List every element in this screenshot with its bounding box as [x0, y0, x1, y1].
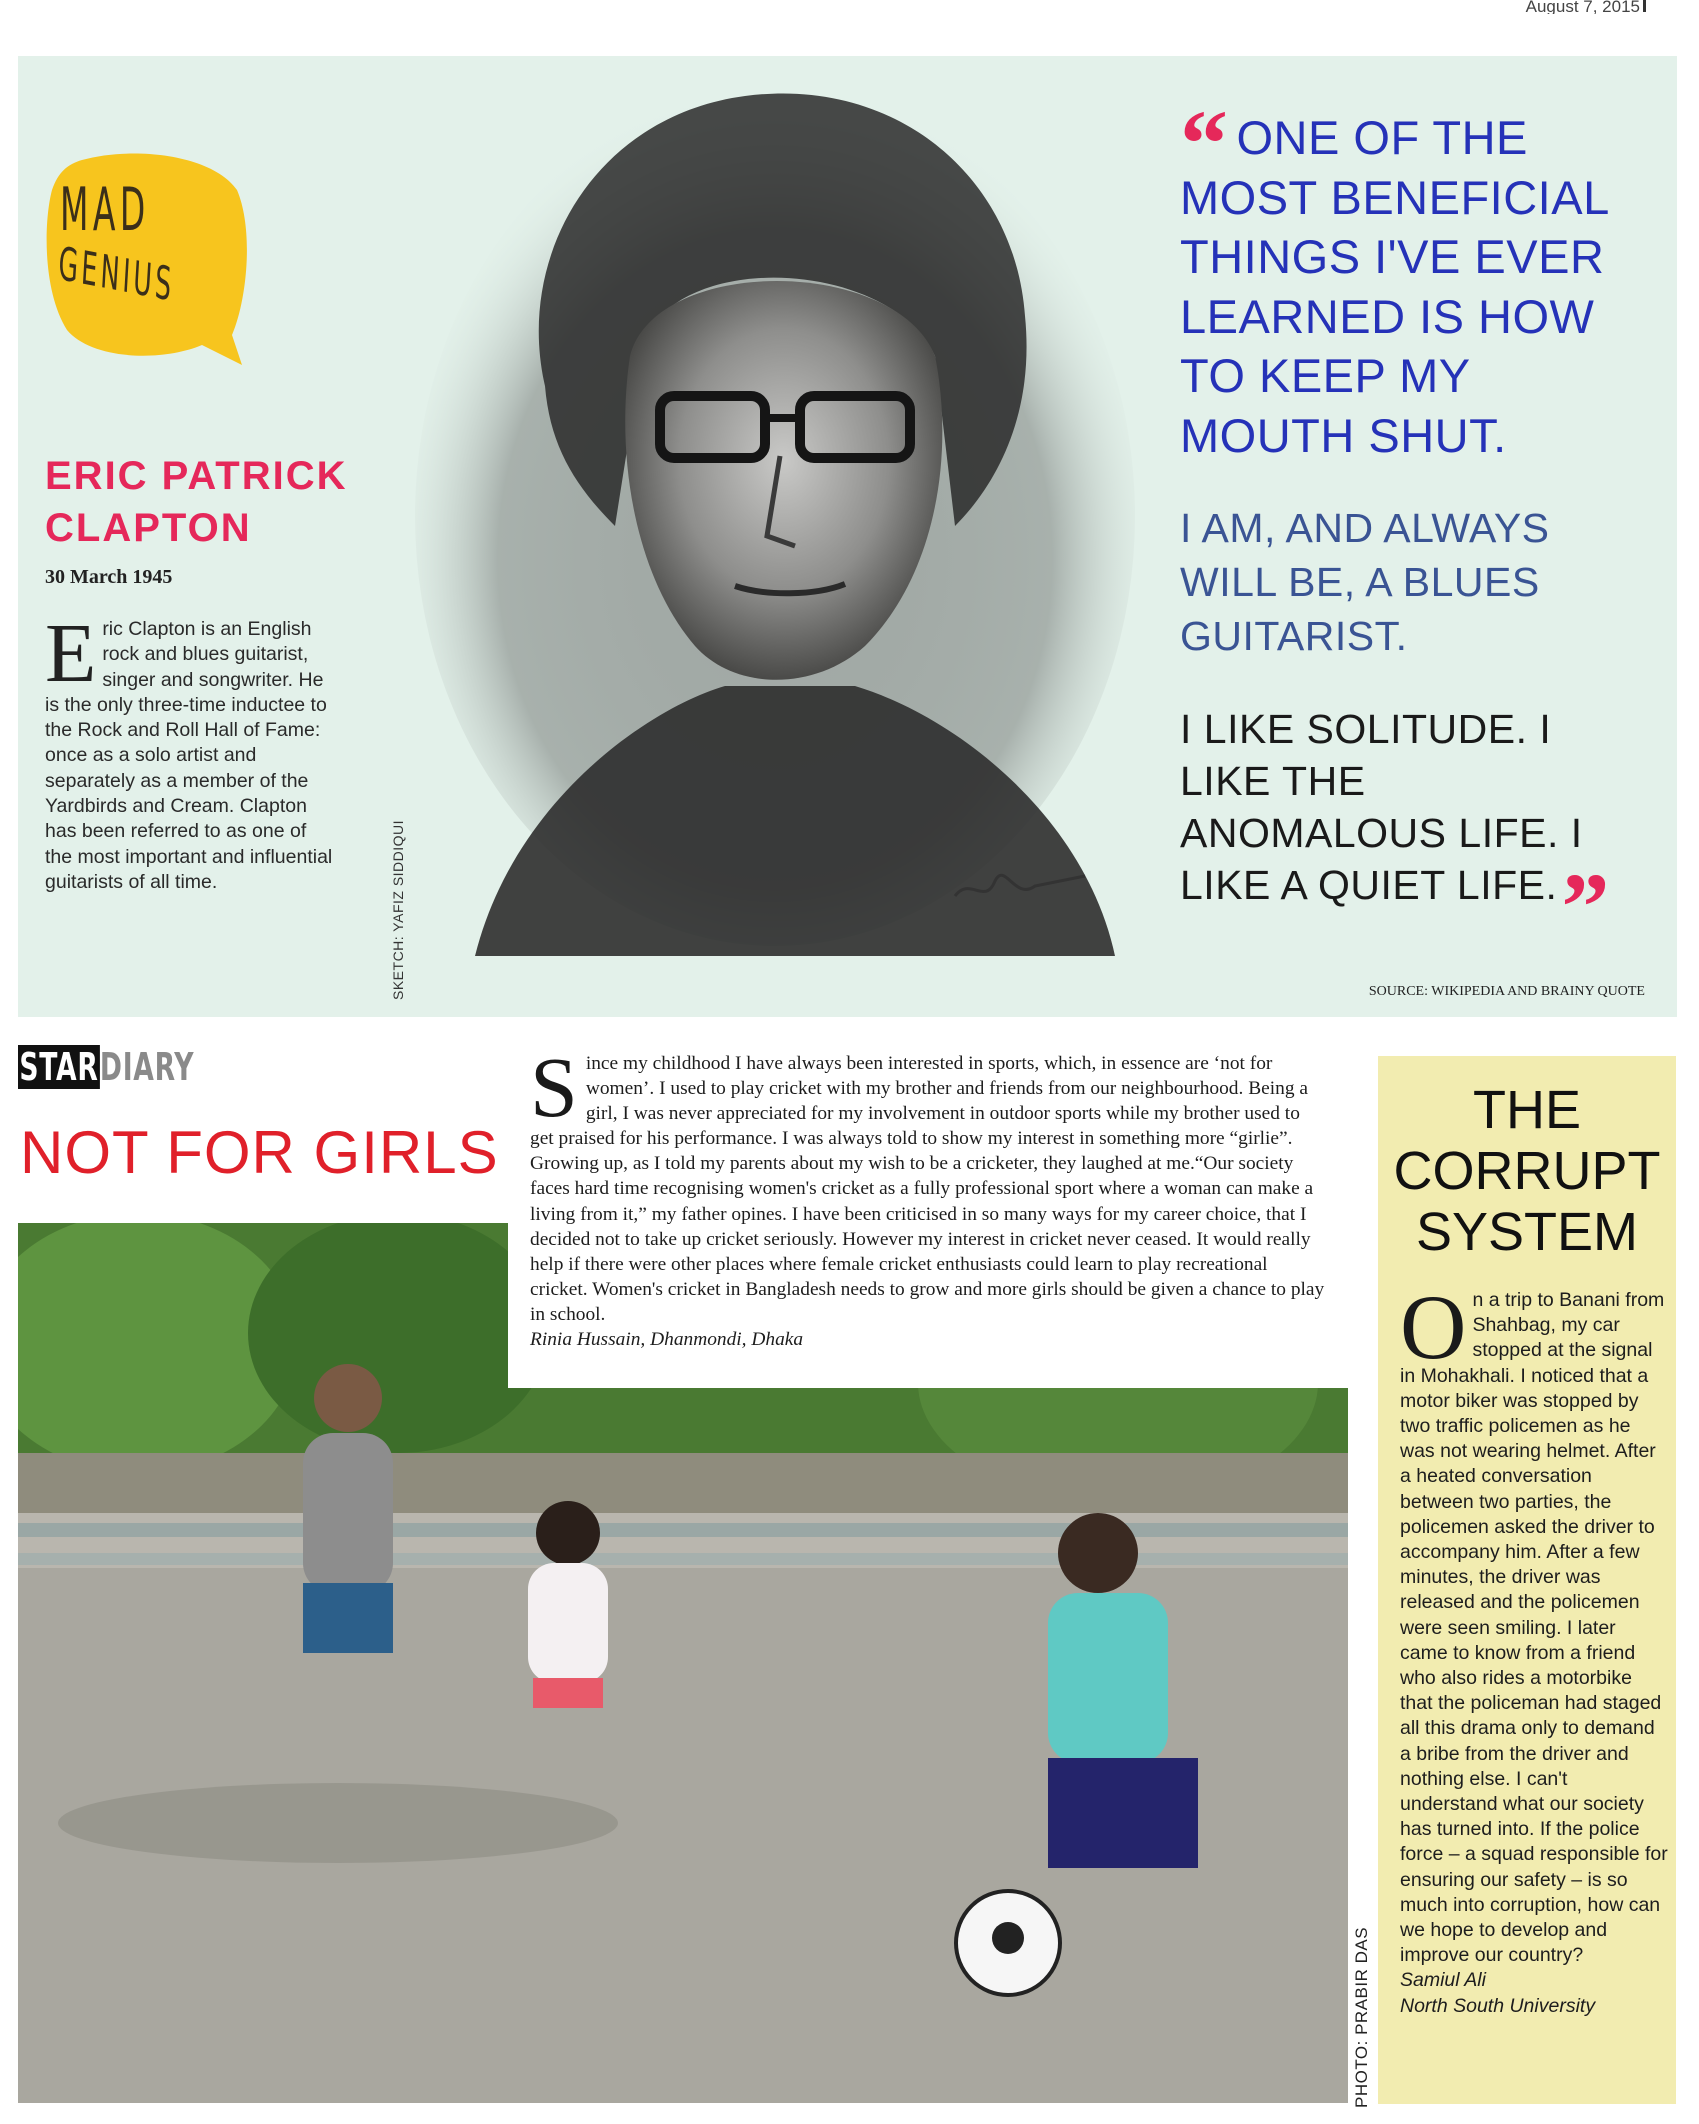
title-line-3: SYSTEM: [1415, 1202, 1639, 1262]
close-quote-icon: ”: [1561, 853, 1610, 960]
corrupt-affiliation: North South University: [1400, 1994, 1596, 2017]
person-name: [45, 450, 365, 554]
mad-genius-badge: [42, 150, 252, 370]
bio-paragraph: [45, 607, 335, 895]
badge-word-mad: MAD: [60, 175, 150, 245]
portrait-sketch: [395, 56, 1155, 956]
headline-not-for-girls: NOT FOR GIRLS: [20, 1119, 499, 1186]
quote-1-text: ONE OF THE MOST BENEFICIAL THINGS I'VE EVER LEARNED IS HOW TO KEEP MY MOUTH SHUT.: [1180, 111, 1608, 462]
story-byline: Rinia Hussain, Dhanmondi, Dhaka: [530, 1329, 804, 1351]
story-drop-cap: S: [530, 1039, 578, 1135]
corrupt-author: Samiul Ali: [1400, 1969, 1486, 1992]
sketch-credit: SKETCH: YAFIZ SIDDIQUI: [390, 819, 406, 1000]
header-rule: [1643, 0, 1646, 12]
quote-3: [1180, 703, 1640, 960]
story-not-for-girls: [530, 1039, 1325, 1352]
section-label-star-diary: [18, 1047, 194, 1087]
corrupt-system-title: [1378, 1080, 1676, 1263]
title-line-2: CORRUPT: [1393, 1141, 1661, 1201]
open-quote-icon: “: [1180, 90, 1229, 197]
photo-credit: PHOTO: PRABIR DAS: [1352, 1926, 1371, 2108]
quote-1: [1180, 90, 1640, 465]
quote-3-text: I LIKE SOLITUDE. I LIKE THE ANOMALOUS LIFE. I LIKE A QUIET LIFE.: [1180, 706, 1583, 908]
section-label-star: STAR: [19, 1045, 99, 1089]
corrupt-system-panel: [1378, 1056, 1676, 2104]
corrupt-drop-cap: O: [1400, 1276, 1467, 1378]
source-credit: SOURCE: WIKIPEDIA AND BRAINY QUOTE: [1368, 984, 1645, 999]
corrupt-system-body: [1400, 1276, 1668, 2019]
person-name-line-2: CLAPTON: [45, 506, 252, 550]
person-name-line-1: ERIC PATRICK: [45, 454, 348, 498]
corrupt-text: n a trip to Banani from Shahbag, my car stopped at the signal in Mohakhali. I noticed that a motor biker was stopped by two traffic policemen as he was not wearing helmet. After a heated conversation between two parties, the policemen asked the driver to accompany him. After a few minutes, the driver was released and the policemen were seen smiling. I later came to know from a friend who also rides a motorbike that the policeman had staged all this drama only to demand a bribe from the driver and nothing else. I can't understand what our society has turned into. If the police force – a squad responsible for ensuring our safety – is so much into corruption, how can we hope to develop and improve our country?: [1400, 1289, 1668, 1967]
issue-date: August 7, 2015: [1525, 0, 1640, 14]
birth-date: 30 March 1945: [45, 566, 173, 588]
section-label-diary: DIARY: [99, 1045, 195, 1089]
bio-text: ric Clapton is an English rock and blues guitarist, singer and songwriter. He is the only three-time inductee to the Rock and Roll Hall of Fame: once as a solo artist and separately as a member of the Yardbirds and Cream. Clapton has been referred to as one of the most important and influential guitarists of all time.: [45, 618, 333, 893]
badge-word-genius: GENIUS: [57, 236, 176, 312]
bio-drop-cap: E: [45, 607, 97, 700]
quote-2: I AM, AND ALWAYS WILL BE, A BLUES GUITARIST.: [1180, 505, 1550, 659]
title-line-1: THE: [1473, 1080, 1581, 1140]
story-text: ince my childhood I have always been interested in sports, which, in essence are ‘not for women’. I used to play cricket with my brother and friends from our neighbourhood. Being a girl, I was never appreciated for my involvement in outdoor sports while my brother used to get praised for his performance. I was always told to show my interest in something more “girlie”. Growing up, as I told my parents about my wish to be a cricketer, they laughed at me.“Our society faces hard time recognising women's cricket as a fully professional sport where a woman can make a living from it,” my father opines. I have been criticised in so many ways for my career choice, that I decided not to take up cricket seriously. However my interest in cricket never ceased. It would really help if there were other places where female cricket enthusiasts could learn to play recreational cricket. Women's cricket in Bangladesh needs to grow and more girls should be given a chance to play in school.: [530, 1053, 1325, 1325]
quote-block: [1180, 90, 1640, 960]
